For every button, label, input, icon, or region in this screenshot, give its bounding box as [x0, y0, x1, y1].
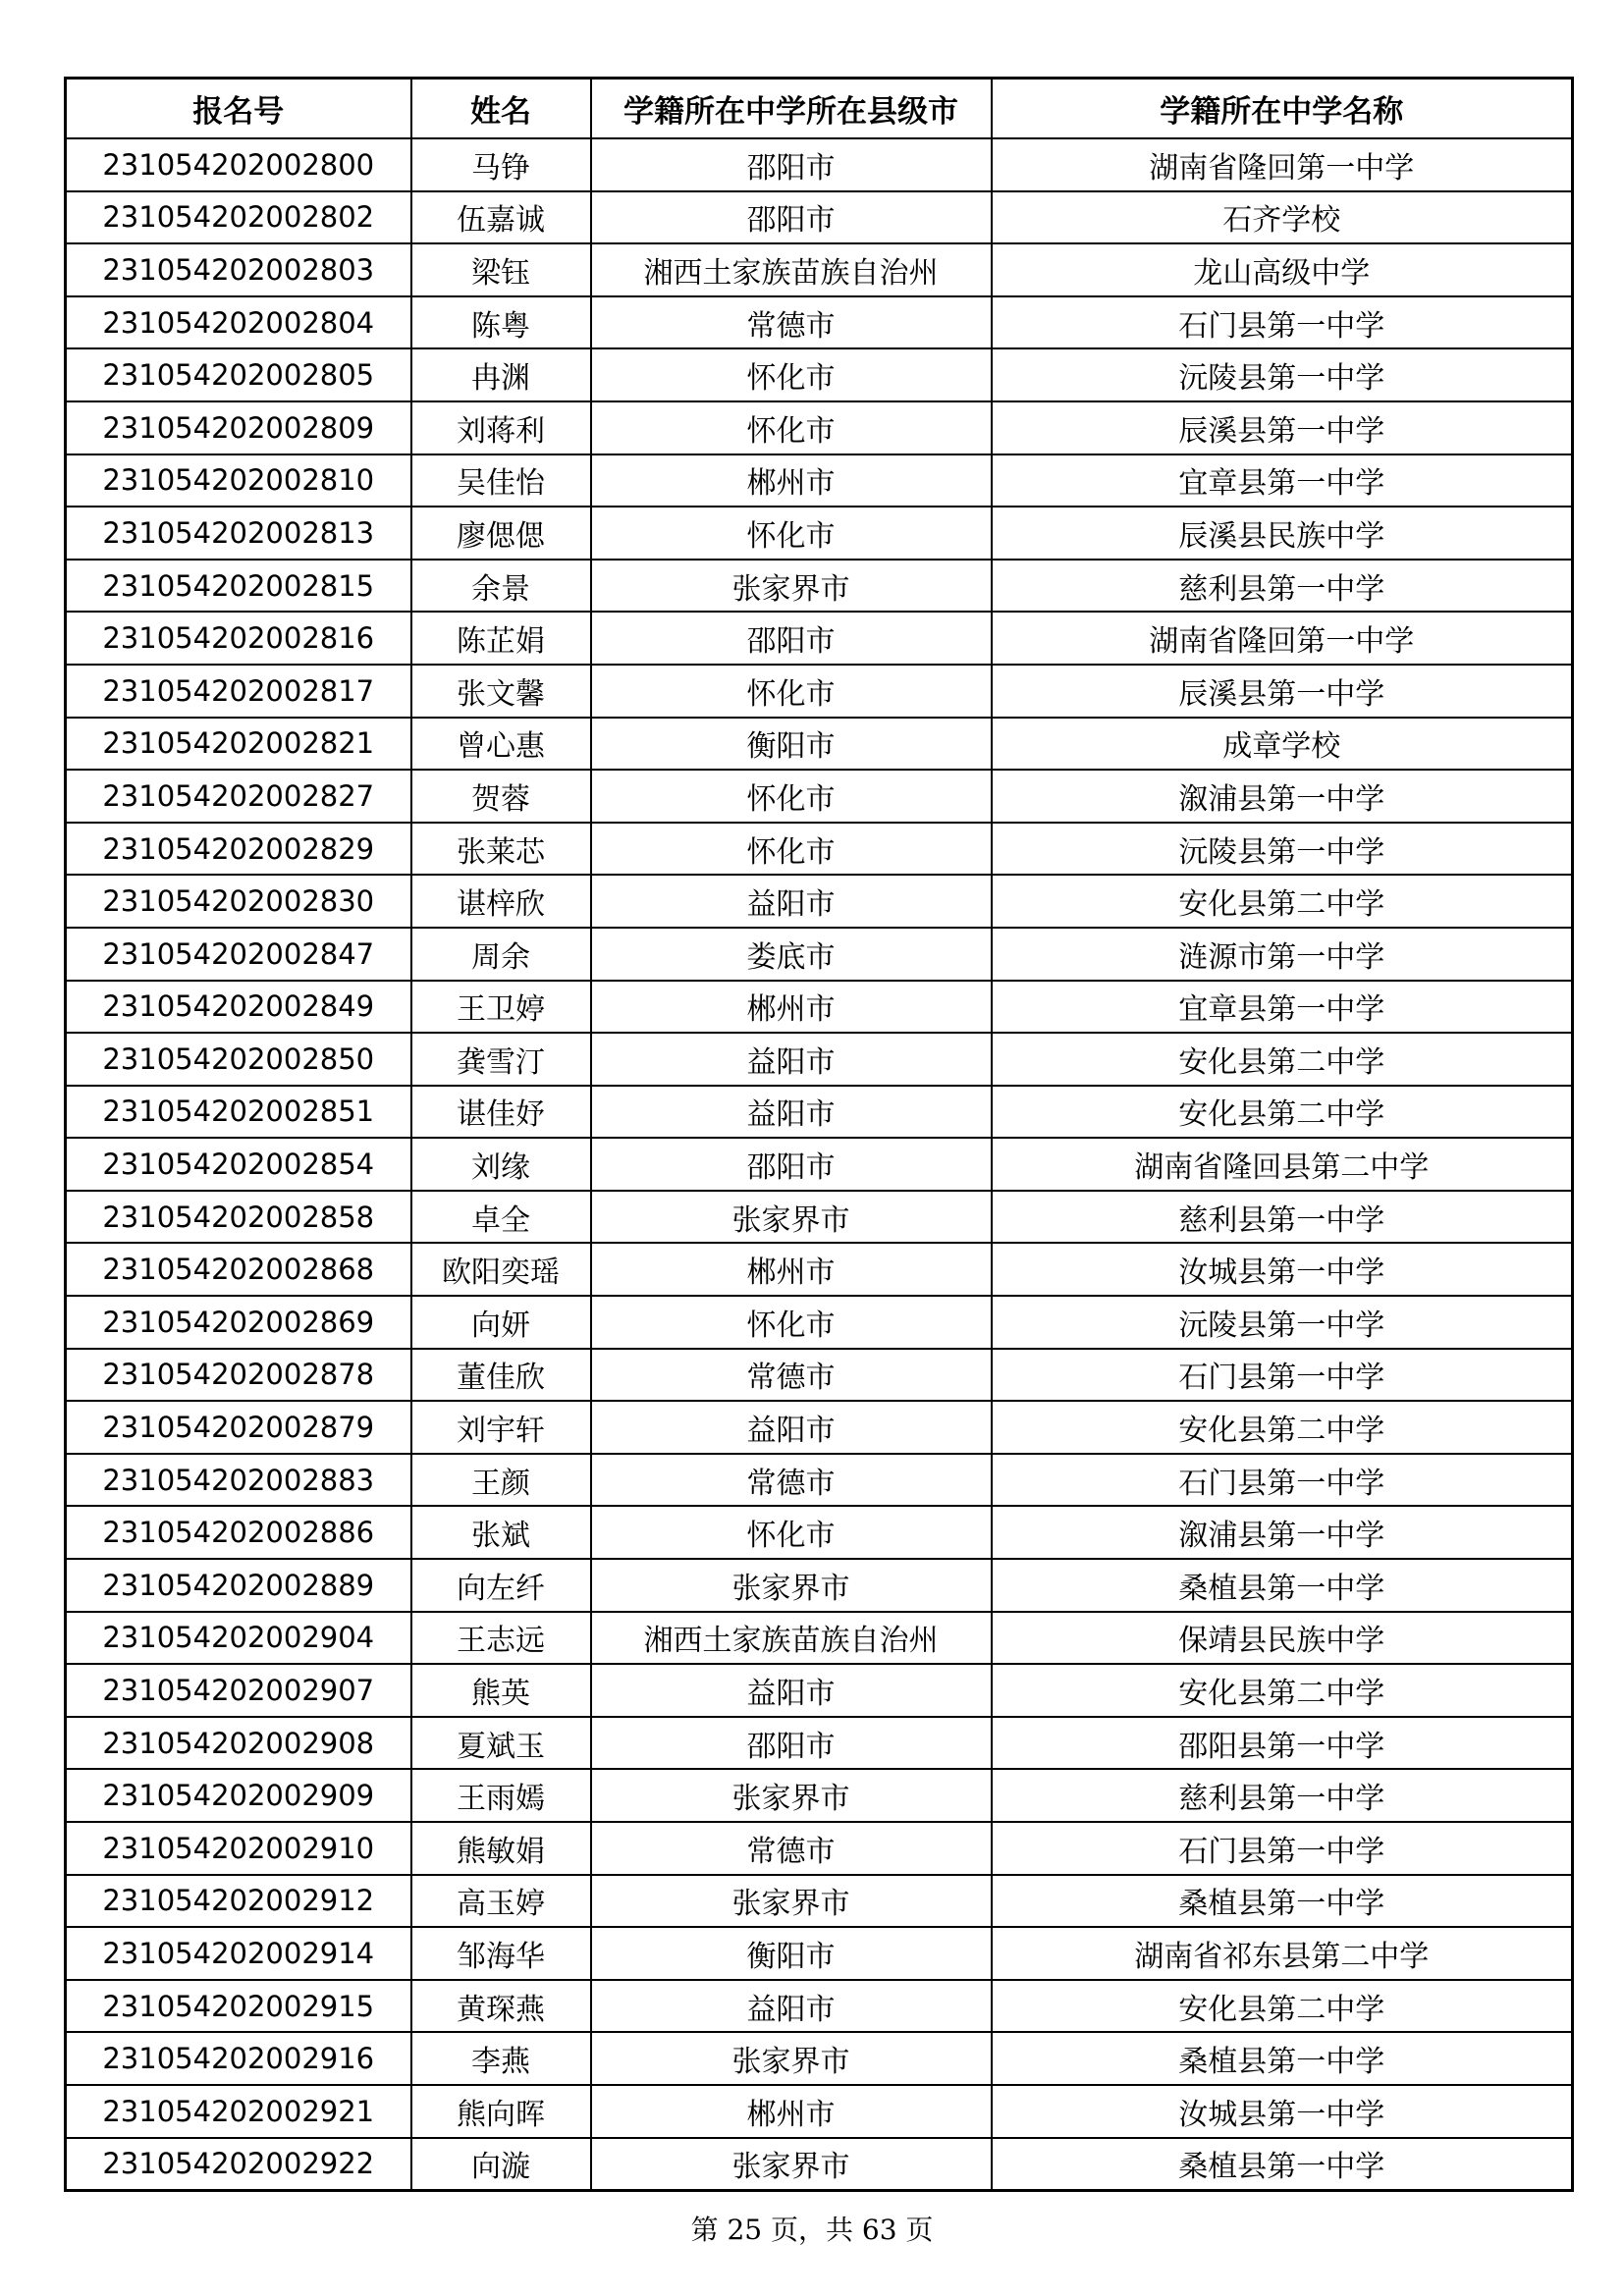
school-name-cell: 汝城县第一中学 — [992, 1243, 1573, 1296]
school-name-cell: 石齐学校 — [992, 191, 1573, 244]
table-row — [66, 718, 1573, 771]
school-name-cell: 慈利县第一中学 — [992, 1769, 1573, 1822]
registration-number-cell: 231054202002921 — [66, 2085, 411, 2138]
table-row — [66, 348, 1573, 401]
student-name-cell: 龚雪汀 — [411, 1033, 591, 1086]
student-name-cell: 李燕 — [411, 2032, 591, 2085]
school-name-cell: 桑植县第一中学 — [992, 1559, 1573, 1612]
student-name-cell: 陈粤 — [411, 296, 591, 349]
registration-number-cell: 231054202002908 — [66, 1717, 411, 1770]
registration-number-cell: 231054202002830 — [66, 875, 411, 928]
registration-number-cell: 231054202002916 — [66, 2032, 411, 2085]
registration-number-cell: 231054202002889 — [66, 1559, 411, 1612]
student-name-cell: 熊敏娟 — [411, 1822, 591, 1875]
student-name-cell: 高玉婷 — [411, 1875, 591, 1928]
school-city-cell: 邵阳市 — [591, 1138, 992, 1191]
table-row — [66, 1033, 1573, 1086]
school-city-cell: 张家界市 — [591, 1559, 992, 1612]
school-city-cell: 益阳市 — [591, 1401, 992, 1454]
registration-number-cell: 231054202002879 — [66, 1401, 411, 1454]
student-name-cell: 王志远 — [411, 1612, 591, 1665]
table-row — [66, 1401, 1573, 1454]
school-name-cell: 石门县第一中学 — [992, 1822, 1573, 1875]
school-name-cell: 沅陵县第一中学 — [992, 348, 1573, 401]
registration-number-cell: 231054202002854 — [66, 1138, 411, 1191]
admission-table — [64, 77, 1574, 2192]
school-city-cell: 娄底市 — [591, 928, 992, 981]
table-row — [66, 1717, 1573, 1770]
table-row — [66, 507, 1573, 560]
table-row — [66, 1559, 1573, 1612]
school-city-cell: 邵阳市 — [591, 1717, 992, 1770]
school-name-cell: 保靖县民族中学 — [992, 1612, 1573, 1665]
school-city-cell: 郴州市 — [591, 981, 992, 1034]
table-row — [66, 138, 1573, 191]
table-row — [66, 665, 1573, 718]
registration-number-cell: 231054202002868 — [66, 1243, 411, 1296]
school-name-cell: 辰溪县第一中学 — [992, 401, 1573, 454]
student-name-cell: 熊向晖 — [411, 2085, 591, 2138]
registration-number-cell: 231054202002810 — [66, 454, 411, 507]
table-row — [66, 401, 1573, 454]
registration-number-cell: 231054202002910 — [66, 1822, 411, 1875]
student-name-cell: 王雨嫣 — [411, 1769, 591, 1822]
school-city-cell: 益阳市 — [591, 1033, 992, 1086]
school-city-cell: 益阳市 — [591, 875, 992, 928]
table-row — [66, 1454, 1573, 1507]
registration-number-cell: 231054202002804 — [66, 296, 411, 349]
school-city-cell: 怀化市 — [591, 665, 992, 718]
school-name-cell: 溆浦县第一中学 — [992, 770, 1573, 823]
registration-number-cell: 231054202002904 — [66, 1612, 411, 1665]
registration-number-cell: 231054202002821 — [66, 718, 411, 771]
student-name-cell: 卓全 — [411, 1191, 591, 1244]
student-name-cell: 马铮 — [411, 138, 591, 191]
school-name-cell: 安化县第二中学 — [992, 1980, 1573, 2033]
student-name-cell: 梁钰 — [411, 243, 591, 296]
school-name-cell: 安化县第二中学 — [992, 1401, 1573, 1454]
registration-number-cell: 231054202002869 — [66, 1296, 411, 1349]
table-row — [66, 1875, 1573, 1928]
school-name-cell: 湖南省祁东县第二中学 — [992, 1927, 1573, 1980]
student-name-cell: 张斌 — [411, 1506, 591, 1559]
student-name-cell: 贺蓉 — [411, 770, 591, 823]
school-name-cell: 安化县第二中学 — [992, 1664, 1573, 1717]
school-name-cell: 安化县第二中学 — [992, 1086, 1573, 1139]
school-city-cell: 张家界市 — [591, 1769, 992, 1822]
school-city-cell: 益阳市 — [591, 1664, 992, 1717]
student-name-cell: 谌梓欣 — [411, 875, 591, 928]
school-city-cell: 益阳市 — [591, 1086, 992, 1139]
table-row — [66, 191, 1573, 244]
table-row — [66, 560, 1573, 613]
table-row — [66, 1769, 1573, 1822]
school-city-cell: 常德市 — [591, 1822, 992, 1875]
table-row — [66, 770, 1573, 823]
student-name-cell: 余景 — [411, 560, 591, 613]
table-row — [66, 2032, 1573, 2085]
school-name-cell: 桑植县第一中学 — [992, 1875, 1573, 1928]
school-city-cell: 张家界市 — [591, 1875, 992, 1928]
school-city-cell: 怀化市 — [591, 770, 992, 823]
school-city-cell: 常德市 — [591, 296, 992, 349]
school-name-cell: 龙山高级中学 — [992, 243, 1573, 296]
school-city-cell: 怀化市 — [591, 401, 992, 454]
table-row — [66, 454, 1573, 507]
student-name-cell: 伍嘉诚 — [411, 191, 591, 244]
student-name-cell: 冉渊 — [411, 348, 591, 401]
registration-number-cell: 231054202002907 — [66, 1664, 411, 1717]
student-name-cell: 陈芷娟 — [411, 612, 591, 665]
header-name: 姓名 — [411, 79, 591, 139]
table-row — [66, 1191, 1573, 1244]
student-name-cell: 吴佳怡 — [411, 454, 591, 507]
school-name-cell: 慈利县第一中学 — [992, 1191, 1573, 1244]
registration-number-cell: 231054202002914 — [66, 1927, 411, 1980]
student-name-cell: 夏斌玉 — [411, 1717, 591, 1770]
registration-number-cell: 231054202002850 — [66, 1033, 411, 1086]
school-name-cell: 石门县第一中学 — [992, 296, 1573, 349]
school-name-cell: 石门县第一中学 — [992, 1349, 1573, 1402]
student-name-cell: 王卫婷 — [411, 981, 591, 1034]
admission-list-sheet — [64, 77, 1571, 2192]
table-row — [66, 1138, 1573, 1191]
school-city-cell: 张家界市 — [591, 2138, 992, 2191]
header-registration-number: 报名号 — [66, 79, 411, 139]
registration-number-cell: 231054202002851 — [66, 1086, 411, 1139]
school-name-cell: 安化县第二中学 — [992, 1033, 1573, 1086]
table-row — [66, 875, 1573, 928]
registration-number-cell: 231054202002886 — [66, 1506, 411, 1559]
table-row — [66, 1822, 1573, 1875]
school-name-cell: 溆浦县第一中学 — [992, 1506, 1573, 1559]
student-name-cell: 欧阳奕瑶 — [411, 1243, 591, 1296]
table-row — [66, 928, 1573, 981]
student-name-cell: 向左纤 — [411, 1559, 591, 1612]
school-city-cell: 怀化市 — [591, 823, 992, 876]
school-city-cell: 怀化市 — [591, 348, 992, 401]
school-city-cell: 衡阳市 — [591, 1927, 992, 1980]
header-school-city: 学籍所在中学所在县级市 — [591, 79, 992, 139]
table-row — [66, 2138, 1573, 2191]
student-name-cell: 刘缘 — [411, 1138, 591, 1191]
school-city-cell: 张家界市 — [591, 1191, 992, 1244]
school-city-cell: 郴州市 — [591, 454, 992, 507]
student-name-cell: 董佳欣 — [411, 1349, 591, 1402]
registration-number-cell: 231054202002829 — [66, 823, 411, 876]
school-city-cell: 邵阳市 — [591, 191, 992, 244]
registration-number-cell: 231054202002915 — [66, 1980, 411, 2033]
registration-number-cell: 231054202002816 — [66, 612, 411, 665]
table-row — [66, 1349, 1573, 1402]
table-body — [66, 138, 1573, 2191]
registration-number-cell: 231054202002909 — [66, 1769, 411, 1822]
school-city-cell: 邵阳市 — [591, 612, 992, 665]
school-city-cell: 郴州市 — [591, 2085, 992, 2138]
school-city-cell: 邵阳市 — [591, 138, 992, 191]
registration-number-cell: 231054202002800 — [66, 138, 411, 191]
school-city-cell: 怀化市 — [591, 507, 992, 560]
school-city-cell: 湘西土家族苗族自治州 — [591, 1612, 992, 1665]
table-row — [66, 1086, 1573, 1139]
school-city-cell: 湘西土家族苗族自治州 — [591, 243, 992, 296]
school-name-cell: 石门县第一中学 — [992, 1454, 1573, 1507]
table-row — [66, 1612, 1573, 1665]
registration-number-cell: 231054202002813 — [66, 507, 411, 560]
school-city-cell: 常德市 — [591, 1349, 992, 1402]
table-row — [66, 1980, 1573, 2033]
school-name-cell: 慈利县第一中学 — [992, 560, 1573, 613]
school-city-cell: 衡阳市 — [591, 718, 992, 771]
registration-number-cell: 231054202002809 — [66, 401, 411, 454]
school-name-cell: 邵阳县第一中学 — [992, 1717, 1573, 1770]
school-name-cell: 湖南省隆回县第二中学 — [992, 1138, 1573, 1191]
student-name-cell: 谌佳妤 — [411, 1086, 591, 1139]
table-row — [66, 2085, 1573, 2138]
table-row — [66, 1927, 1573, 1980]
registration-number-cell: 231054202002883 — [66, 1454, 411, 1507]
header-school-name: 学籍所在中学名称 — [992, 79, 1573, 139]
school-city-cell: 张家界市 — [591, 2032, 992, 2085]
school-name-cell: 湖南省隆回第一中学 — [992, 612, 1573, 665]
registration-number-cell: 231054202002878 — [66, 1349, 411, 1402]
student-name-cell: 刘宇轩 — [411, 1401, 591, 1454]
school-name-cell: 沅陵县第一中学 — [992, 1296, 1573, 1349]
student-name-cell: 邹海华 — [411, 1927, 591, 1980]
table-row — [66, 612, 1573, 665]
registration-number-cell: 231054202002847 — [66, 928, 411, 981]
school-city-cell: 益阳市 — [591, 1980, 992, 2033]
school-name-cell: 辰溪县民族中学 — [992, 507, 1573, 560]
table-row — [66, 1296, 1573, 1349]
table-row — [66, 1243, 1573, 1296]
registration-number-cell: 231054202002858 — [66, 1191, 411, 1244]
school-city-cell: 郴州市 — [591, 1243, 992, 1296]
student-name-cell: 张文馨 — [411, 665, 591, 718]
school-name-cell: 沅陵县第一中学 — [992, 823, 1573, 876]
school-name-cell: 涟源市第一中学 — [992, 928, 1573, 981]
school-city-cell: 张家界市 — [591, 560, 992, 613]
student-name-cell: 向漩 — [411, 2138, 591, 2191]
table-row — [66, 296, 1573, 349]
registration-number-cell: 231054202002802 — [66, 191, 411, 244]
table-row — [66, 1506, 1573, 1559]
table-header-row — [66, 79, 1573, 139]
student-name-cell: 熊英 — [411, 1664, 591, 1717]
school-city-cell: 怀化市 — [591, 1506, 992, 1559]
school-city-cell: 常德市 — [591, 1454, 992, 1507]
student-name-cell: 向妍 — [411, 1296, 591, 1349]
school-name-cell: 辰溪县第一中学 — [992, 665, 1573, 718]
table-row — [66, 823, 1573, 876]
school-name-cell: 湖南省隆回第一中学 — [992, 138, 1573, 191]
student-name-cell: 张莱芯 — [411, 823, 591, 876]
school-name-cell: 桑植县第一中学 — [992, 2032, 1573, 2085]
registration-number-cell: 231054202002912 — [66, 1875, 411, 1928]
student-name-cell: 周余 — [411, 928, 591, 981]
school-name-cell: 宜章县第一中学 — [992, 981, 1573, 1034]
school-name-cell: 成章学校 — [992, 718, 1573, 771]
table-row — [66, 981, 1573, 1034]
registration-number-cell: 231054202002805 — [66, 348, 411, 401]
registration-number-cell: 231054202002817 — [66, 665, 411, 718]
school-name-cell: 桑植县第一中学 — [992, 2138, 1573, 2191]
student-name-cell: 廖偲偲 — [411, 507, 591, 560]
school-name-cell: 安化县第二中学 — [992, 875, 1573, 928]
school-city-cell: 怀化市 — [591, 1296, 992, 1349]
school-name-cell: 汝城县第一中学 — [992, 2085, 1573, 2138]
school-name-cell: 宜章县第一中学 — [992, 454, 1573, 507]
student-name-cell: 黄琛燕 — [411, 1980, 591, 2033]
student-name-cell: 刘蒋利 — [411, 401, 591, 454]
registration-number-cell: 231054202002849 — [66, 981, 411, 1034]
registration-number-cell: 231054202002815 — [66, 560, 411, 613]
registration-number-cell: 231054202002827 — [66, 770, 411, 823]
page-number-footer: 第 25 页，共 63 页 — [690, 2214, 934, 2246]
registration-number-cell: 231054202002922 — [66, 2138, 411, 2191]
student-name-cell: 王颜 — [411, 1454, 591, 1507]
registration-number-cell: 231054202002803 — [66, 243, 411, 296]
table-row — [66, 1664, 1573, 1717]
student-name-cell: 曾心惠 — [411, 718, 591, 771]
table-row — [66, 243, 1573, 296]
